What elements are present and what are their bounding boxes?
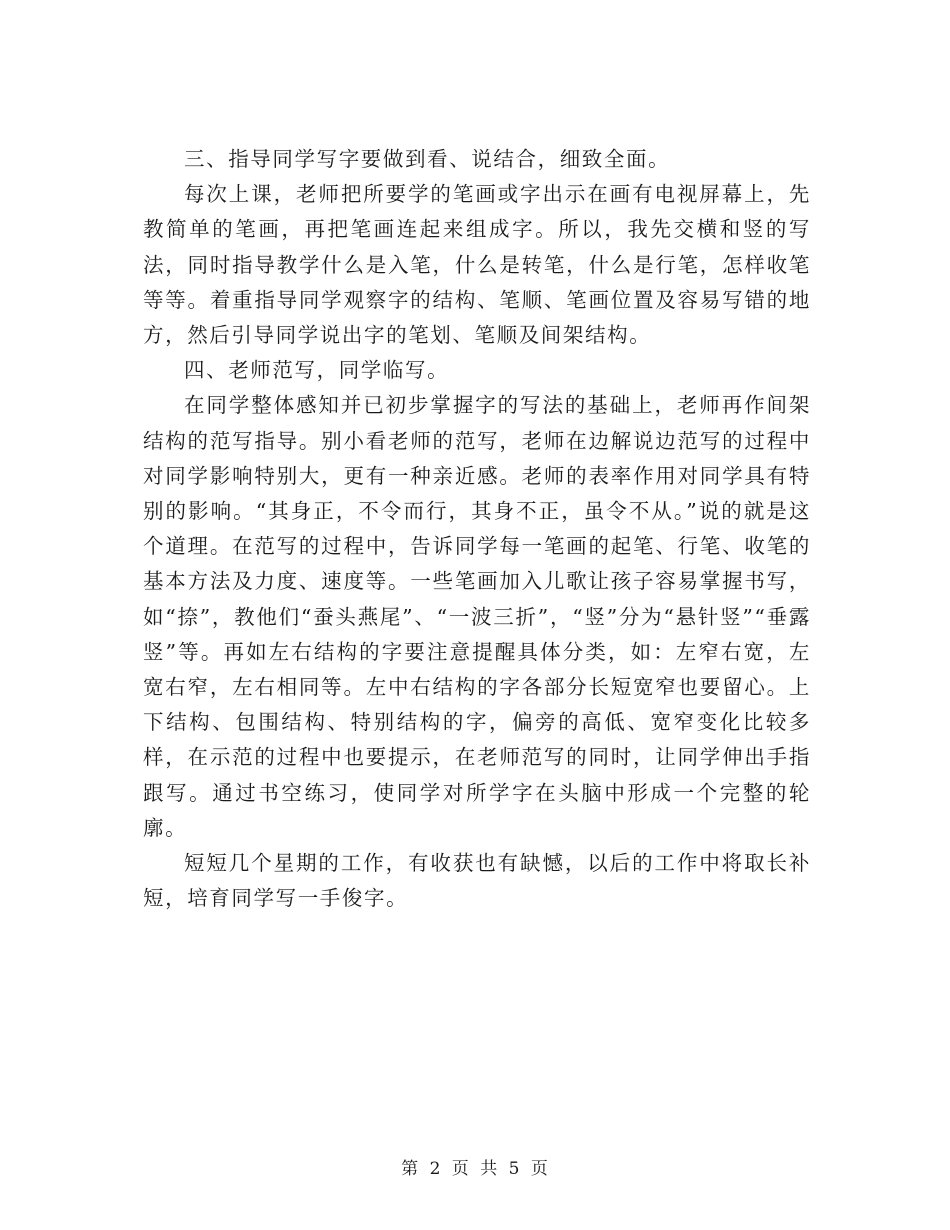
- section-heading-three: 三、指导同学写字要做到看、说结合，细致全面。: [184, 147, 671, 171]
- section-heading-four: 四、老师范写，同学临写。: [184, 358, 450, 383]
- paragraph-conclusion: 短短几个星期的工作，有收获也有缺憾，以后的工作中将取长补短，培育同学写一手俊字。: [143, 851, 811, 911]
- paragraph-demonstration-writing: 在同学整体感知并已初步掌握字的写法的基础上，老师再作间架结构的范写指导。别小看老师的范写，老师在边解说边范写的过程中对同学影响特别大，更有一种亲近感。老师的表率作用对同学具有特别的影响。“其身正，不令而行，其身不正，虽令不从。”说的就是这个道理。在范写的过程中，告诉同学每一笔画的起笔、行笔、收笔的基本方法及力度、速度等。一些笔画加入儿歌让孩子容易掌握书写，如“捺”，教他们“蚕头燕尾”、“一波三折”，“竖”分为“悬针竖”“垂露竖”等。再如左右结构的字要注意提醒具体分类，如：左窄右宽，左宽右窄，左右相同等。左中右结构的字各部分长短宽窄也要留心。上下结构、包围结构、特别结构的字，偏旁的高低、宽窄变化比较多样，在示范的过程中也要提示，在老师范写的同时，让同学伸出手指跟写。通过书空练习，使同学对所学字在头脑中形成一个完整的轮廓。: [143, 393, 811, 840]
- page-number-footer: 第 2 页 共 5 页: [401, 1159, 549, 1179]
- paragraph-stroke-teaching: 每次上课，老师把所要学的笔画或字出示在画有电视屏幕上，先教简单的笔画，再把笔画连起来组成字。所以，我先交横和竖的写法，同时指导教学什么是入笔，什么是转笔，什么是行笔，怎样收笔等等。着重指导同学观察字的结构、笔顺、笔画位置及容易写错的地方，然后引导同学说出字的笔划、笔顺及间架结构。: [143, 182, 811, 348]
- document-body: [143, 142, 811, 916]
